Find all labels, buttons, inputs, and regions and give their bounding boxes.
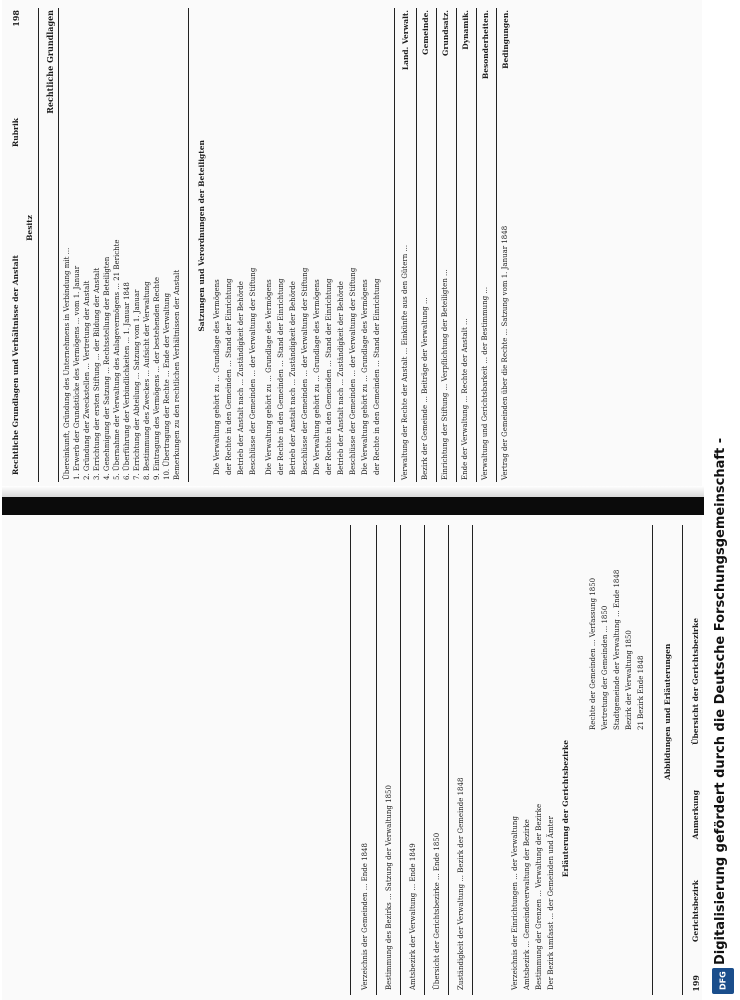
- lower-rule-top: [682, 525, 683, 995]
- upper-row-text-5: Verwaltung und Gerichtsbarkeit ... der Bestimmung ...: [481, 286, 489, 480]
- upper-line-3: 2. Gründung der Zweckstellen ... Vertretung der Anstalt: [83, 280, 91, 480]
- upper-row-text-3: Einrichtung der Stiftung ... Verpflichtung der Beteiligten ...: [441, 269, 449, 480]
- lower-line-1: 21 Bezirk Ende 1848: [637, 655, 645, 730]
- dfg-logo: DFG: [712, 968, 734, 994]
- upper-body-line-4: Beschlüsse der Gemeinden ... der Verwaltung der Stiftung: [301, 267, 309, 475]
- upper-section-title: Rechtliche Grundlagen: [45, 10, 55, 114]
- upper-row-label-1: Land. Verwalt.: [401, 10, 410, 71]
- upper-body-line-7: Betrieb der Anstalt nach ... Zuständigkeit der Behörde: [337, 281, 345, 475]
- book-gutter: [2, 497, 704, 515]
- upper-rule-section: [58, 8, 59, 482]
- scanned-page: [2, 0, 702, 1000]
- lower-heading: Abbildungen und Erläuterungen: [663, 643, 672, 780]
- lower-note-1: Der Bezirk umfasst ... der Gemeinden und Ämter: [547, 816, 555, 990]
- upper-body-line-9: Die Verwaltung gehört zu ... Grundlage des Vermögens: [361, 279, 369, 475]
- upper-line-12: Bemerkungen zu den rechtlichen Verhältnissen der Anstalt: [173, 269, 181, 480]
- lower-line-3: Stadtgemeinde der Verwaltung ... Ende 1848: [613, 569, 621, 730]
- gutter-shadow: [2, 486, 704, 497]
- upper-body-line-2: der Rechte in den Gemeinden ... Stand der Einrichtung: [277, 278, 285, 475]
- upper-line-9: 8. Bestimmung des Zweckes ... Aufsicht der Verwaltung: [143, 281, 151, 480]
- upper-note-3: Betrieb der Anstalt nach ... Zuständigkeit der Behörde: [237, 281, 245, 475]
- upper-row-label-6: Bedingungen.: [501, 10, 510, 69]
- lower-subheading: Erläuterung der Gerichtsbezirke: [561, 740, 570, 878]
- dfg-funding-notice: Digitalisierung gefördert durch die Deutsche Forschungsgemeinschaft -: [713, 437, 728, 965]
- upper-body-line-3: Betrieb der Anstalt nach ... Zuständigkeit der Behörde: [289, 281, 297, 475]
- upper-line-8: 7. Errichtung der Abteilung ... Satzung vom 1. Januar: [133, 289, 141, 480]
- lower-row-3: Amtsbezirk der Verwaltung ... Ende 1849: [409, 843, 417, 990]
- upper-row-label-3: Grundsatz.: [441, 10, 450, 56]
- upper-rule-table: [394, 8, 395, 482]
- upper-body-line-5: Die Verwaltung gehört zu ... Grundlage des Vermögens: [313, 279, 321, 475]
- lower-rule-row-4: [376, 525, 377, 995]
- upper-line-10: 9. Eintragung des Vermögens ... der bestehenden Rechte: [153, 276, 161, 480]
- upper-line-6: 5. Übernahme der Verwaltung des Anlagevermögens ... 21 Berichte: [113, 239, 121, 480]
- lower-row-5: Verzeichnis der Gemeinden ... Ende 1848: [361, 843, 369, 990]
- lower-line-5: Rechte der Gemeinden ... Verfassung 1850: [589, 577, 597, 730]
- lower-rule-row-1: [448, 525, 449, 995]
- lower-note-4: Verzeichnis der Einrichtungen ... der Verwaltung: [511, 816, 519, 990]
- upper-heading: Rechtliche Grundlagen und Verhältnisse der Anstalt: [11, 255, 20, 475]
- upper-rule-row-5: [496, 8, 497, 482]
- upper-body-line-1: Die Verwaltung gehört zu ... Grundlage des Vermögens: [265, 279, 273, 475]
- lower-row-4: Bestimmung des Bezirks ... Satzung der Verwaltung 1850: [385, 785, 393, 990]
- page-number-199: 199: [691, 975, 701, 992]
- lower-col-header-mid: Anmerkung: [691, 790, 700, 840]
- upper-subheading: Satzungen und Verordnungen der Beteiligten: [197, 140, 206, 332]
- lower-rule-row-3: [400, 525, 401, 995]
- lower-row-2: Übersicht der Gerichtsbezirke ... Ende 1850: [433, 832, 441, 990]
- upper-col-header-right: Besitz: [25, 215, 34, 241]
- upper-body-line-8: Beschlüsse der Gemeinden ... der Verwaltung der Stiftung: [349, 267, 357, 475]
- upper-col-header-left: Rubrik: [11, 118, 20, 147]
- upper-line-5: 4. Genehmigung der Satzung ... Rechtsstellung der Beteiligten: [103, 256, 111, 480]
- upper-rule-row-3: [456, 8, 457, 482]
- upper-note-2: der Rechte in den Gemeinden ... Stand der Einrichtung: [225, 278, 233, 475]
- upper-body-line-10: der Rechte in den Gemeinden ... Stand der Einrichtung: [373, 278, 381, 475]
- upper-line-4: 3. Errichtung der ersten Stiftung ... der Bildung der Anstalt: [93, 267, 101, 480]
- upper-rule-top: [38, 8, 39, 482]
- lower-col-header-left: Übersicht der Gerichtsbezirke: [691, 618, 700, 745]
- upper-note-4: Beschlüsse der Gemeinden ... der Verwaltung der Stiftung: [249, 267, 257, 475]
- upper-rule-mid: [188, 8, 189, 482]
- upper-line-11: 10. Übertragung der Rechte ... Ende der Verwaltung: [163, 292, 171, 480]
- upper-row-label-4: Dynamik.: [461, 10, 470, 50]
- lower-rule-bottom: [350, 525, 351, 995]
- lower-col-header-right: Gerichtsbezirk: [691, 880, 700, 942]
- upper-rule-row-2: [436, 8, 437, 482]
- lower-line-4: Vertretung der Gemeinden ... 1850: [601, 605, 609, 730]
- upper-rule-row-4: [476, 8, 477, 482]
- lower-rule-table: [472, 525, 473, 995]
- upper-note-1: Die Verwaltung gehört zu ... Grundlage des Vermögens: [213, 279, 221, 475]
- upper-row-label-2: Gemeinde.: [421, 10, 430, 55]
- upper-row-text-6: Vertrag der Gemeinden über die Rechte ... Satzung vom 1. Januar 1848: [501, 225, 509, 480]
- lower-rule-2: [652, 525, 653, 995]
- upper-row-label-5: Besonderheiten.: [481, 10, 490, 80]
- upper-row-text-1: Verwaltung der Rechte der Anstalt ... Einkünfte aus den Gütern ...: [401, 244, 409, 480]
- lower-note-2: Bestimmung der Grenzen ... Verwaltung der Bezirke: [535, 803, 543, 990]
- lower-rule-row-2: [424, 525, 425, 995]
- page-number-198: 198: [11, 10, 21, 27]
- upper-row-text-4: Ende der Verwaltung ... Rechte der Anstalt ...: [461, 318, 469, 480]
- upper-line-1: Übereinkunft, Gründung des Unternehmens in Verbindung mit ...: [63, 247, 71, 480]
- upper-line-2: 1. Erwerb der Grundstücke des Vermögens ... vom 1. Januar: [73, 265, 81, 480]
- upper-row-text-2: Bezirk der Gemeinde ... Beiträge der Verwaltung ...: [421, 297, 429, 480]
- lower-line-2: Bezirk der Verwaltung 1850: [625, 630, 633, 730]
- upper-line-7: 6. Überführung der Verbindlichkeiten ... 1. Januar 1848: [123, 282, 131, 480]
- lower-row-1: Zuständigkeit der Verwaltung ... Bezirk der Gemeinde 1848: [457, 777, 465, 990]
- upper-rule-row-1: [416, 8, 417, 482]
- upper-body-line-6: der Rechte in den Gemeinden ... Stand der Einrichtung: [325, 278, 333, 475]
- lower-note-3: Amtsbezirk ... Gemeindeverwaltung der Bezirke: [523, 819, 531, 990]
